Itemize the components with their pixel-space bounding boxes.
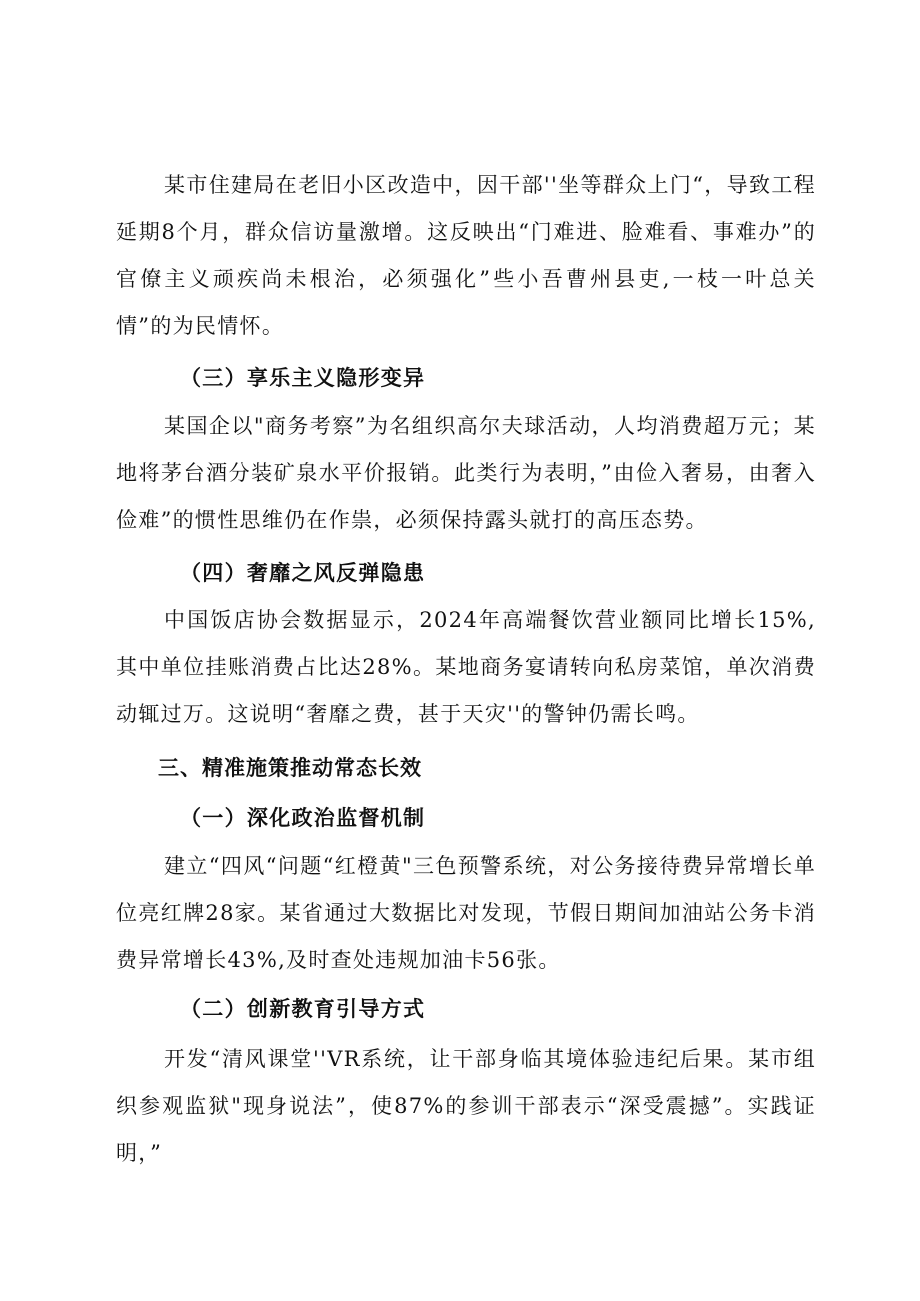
subheading-political-supervision: （一）深化政治监督机制	[180, 805, 426, 830]
subheading-extravagance: （四）奢靡之风反弹隐患	[180, 560, 426, 585]
paragraph-warning-system: 建立“四风“问题“红橙黄"三色预警系统，对公务接待费异常增长单位亮红牌28家。某省通过大数据比对发现，节假日期间加油站公务卡消费异常增长43%,及时查处违规加油卡56张。	[116, 854, 816, 972]
paragraph-hedonism-case: 某国企以"商务考察”为名组织高尔夫球活动，人均消费超万元；某地将茅台酒分装矿泉水平价报销。此类行为表明，”由俭入奢易，由奢入俭难”的惯性思维仍在作祟，必须保持露头就打的高压态势。	[116, 414, 816, 532]
paragraph-extravagance-data: 中国饭店协会数据显示，2024年高端餐饮营业额同比增长15%,其中单位挂账消费占比达28%。某地商务宴请转向私房菜馆，单次消费动辄过万。这说明“奢靡之费，甚于天灾''的警钟仍需长鸣。	[116, 608, 816, 726]
section-heading-three: 三、精准施策推动常态长效	[158, 756, 422, 780]
subheading-education: （二）创新教育引导方式	[180, 996, 426, 1021]
paragraph-bureaucracy-case: 某市住建局在老旧小区改造中，因干部''坐等群众上门“，导致工程延期8个月，群众信访量激增。这反映出“门难进、脸难看、事难办”的官僚主义顽疾尚未根治，必须强化”些小吾曹州县吏,一枝一叶总关情”的为民情怀。	[116, 173, 816, 338]
subheading-hedonism: （三）享乐主义隐形变异	[180, 365, 426, 390]
paragraph-vr-education: 开发“清风课堂''VR系统，让干部身临其境体验违纪后果。某市组织参观监狱"现身说法”，使87%的参训干部表示“深受震撼”。实践证明，”	[116, 1047, 816, 1165]
